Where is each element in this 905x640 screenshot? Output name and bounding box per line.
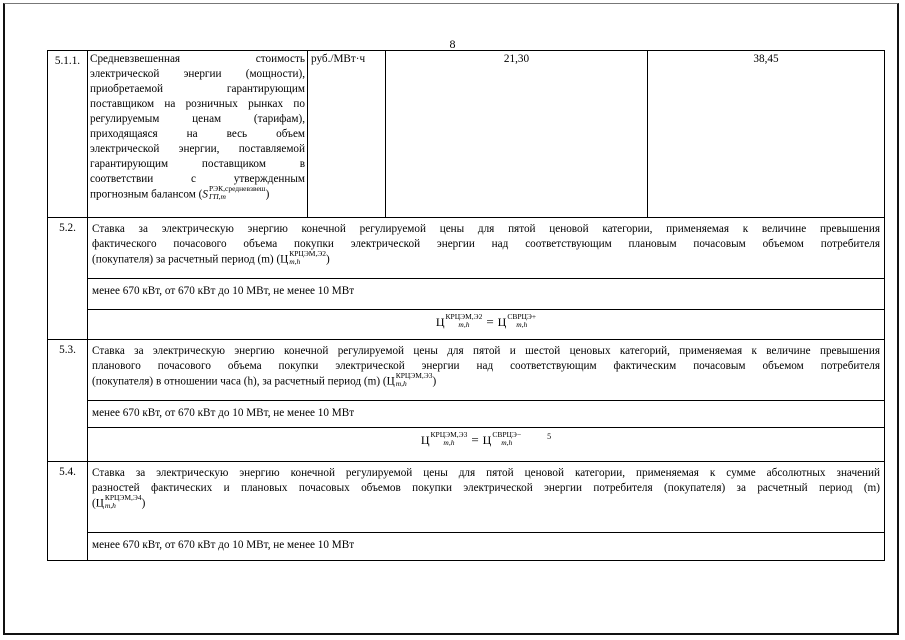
symbol-subscript: m,h bbox=[395, 379, 407, 388]
description-line: Ставка за электрическую энергию конечной регулируемой цены для пятой ценовой категории, применяемая к величине превышения bbox=[92, 223, 880, 235]
symbol-subscript: ГП,m bbox=[208, 192, 226, 201]
symbol-indices bbox=[431, 431, 468, 447]
row-description bbox=[88, 340, 885, 401]
formula-symbol: Ц bbox=[482, 433, 492, 447]
description-line bbox=[92, 249, 880, 268]
row-number: 5.4. bbox=[48, 462, 88, 561]
description-line: поставщиком на розничных рынках по bbox=[90, 98, 305, 110]
symbol-superscript: КРЦЭМ,Э2 bbox=[445, 312, 483, 322]
table-row-5-3 bbox=[48, 340, 885, 401]
row-number: 5.2. bbox=[48, 218, 88, 340]
description-line: соответствии с утвержденным bbox=[90, 173, 305, 185]
description-line: приходящаяся на весь объем bbox=[90, 128, 305, 140]
description-text: ) bbox=[432, 375, 437, 388]
description-line: электрической энергии, поставляемой bbox=[90, 143, 305, 155]
description-text: (покупателя) в отношении часа (h), за расчетный период (m) (Ц bbox=[92, 375, 395, 388]
symbol-indices bbox=[492, 431, 521, 447]
description-line: гарантирующим поставщиком в bbox=[90, 158, 305, 170]
description-line: Средневзвешенная стоимость bbox=[90, 53, 305, 65]
row-description bbox=[88, 51, 308, 218]
symbol-superscript: КРЦЭМ,Э4 bbox=[104, 493, 142, 502]
description-line bbox=[92, 493, 880, 512]
table-row-5-3-formula bbox=[48, 428, 885, 462]
symbol-subscript: m,h bbox=[516, 320, 528, 330]
value-cell-1: 21,30 bbox=[386, 51, 648, 218]
tariff-table bbox=[47, 50, 885, 561]
symbol-superscript: СВРЦЭ+ bbox=[507, 312, 537, 322]
equals-sign: = bbox=[471, 432, 479, 447]
table-row-5-4-category bbox=[48, 533, 885, 561]
description-text: (покупателя) за расчетный период (m) (Ц bbox=[92, 253, 289, 266]
table-row-5-2-formula bbox=[48, 310, 885, 340]
description-line: Ставка за электрическую энергию конечной регулируемой цены для пятой ценовой категории, применяемая к сумме абсолютных значений bbox=[92, 467, 880, 479]
description-line: Ставка за электрическую энергию конечной регулируемой цены для пятой и шестой ценовых категорий, применяемая к величине превышения bbox=[92, 345, 880, 357]
formula bbox=[421, 428, 551, 449]
page-number: 8 bbox=[449, 37, 456, 51]
description-line: приобретаемой гарантирующим bbox=[90, 83, 305, 95]
symbol-indices bbox=[289, 250, 326, 266]
symbol-superscript: КРЦЭМ,Э2 bbox=[289, 249, 327, 258]
description-line: планового почасового объема покупки электрической энергии над соответствующим фактическим почасовым объемом потребителя bbox=[92, 360, 880, 372]
symbol-superscript: СВРЦЭ− bbox=[492, 430, 522, 440]
value-cell-2: 38,45 bbox=[648, 51, 885, 218]
description-line: разностей фактических и плановых почасовых объемов покупки электрической энергии потребителя (покупателя) за расчетный период (m) bbox=[92, 482, 880, 494]
symbol-subscript: m,h bbox=[458, 320, 470, 330]
symbol-superscript: КРЦЭМ,Э3 bbox=[430, 430, 468, 440]
category-cell: менее 670 кВт, от 670 кВт до 10 МВт, не менее 10 МВт bbox=[88, 401, 885, 428]
symbol-superscript: РЭК,средневзвеш bbox=[208, 184, 266, 193]
description-line: электрической энергии (мощности), bbox=[90, 68, 305, 80]
formula-symbol: Ц bbox=[497, 315, 507, 329]
description-line: фактического почасового объема покупки электрической энергии над соответствующим плановым почасовым объемом потребителя bbox=[92, 238, 880, 250]
description-text: (Ц bbox=[92, 497, 104, 510]
description-text: ) bbox=[326, 253, 330, 266]
formula bbox=[436, 310, 536, 331]
formula-symbol: Ц bbox=[420, 433, 430, 447]
description-text: ) bbox=[265, 188, 270, 201]
category-cell: менее 670 кВт, от 670 кВт до 10 МВт, не менее 10 МВт bbox=[88, 533, 885, 561]
formula-cell bbox=[88, 428, 885, 462]
symbol-subscript: m,h bbox=[501, 438, 513, 448]
table-row-5-4 bbox=[48, 462, 885, 533]
row-number: 5.3. bbox=[48, 340, 88, 462]
formula-cell bbox=[88, 310, 885, 340]
description-line bbox=[92, 371, 880, 390]
row-number: 5.1.1. bbox=[48, 51, 88, 218]
row-description bbox=[88, 218, 885, 279]
symbol-indices bbox=[507, 313, 536, 329]
description-last-line bbox=[90, 184, 305, 203]
symbol-superscript: КРЦЭМ,Э3 bbox=[395, 371, 433, 380]
description-text: ) bbox=[141, 497, 146, 510]
formula-symbol: S bbox=[202, 188, 208, 201]
formula-symbol: Ц bbox=[435, 315, 445, 329]
stray-digit: 5 bbox=[547, 432, 552, 441]
symbol-subscript: m,h bbox=[104, 501, 116, 510]
table-row-5-3-category bbox=[48, 401, 885, 428]
symbol-indices bbox=[396, 372, 433, 388]
table-row-5-2 bbox=[48, 218, 885, 279]
description-line: регулируемым ценам (тарифам), bbox=[90, 113, 305, 125]
equals-sign: = bbox=[486, 314, 494, 329]
table-row-5-2-category bbox=[48, 279, 885, 310]
symbol-subscript: m,h bbox=[443, 438, 455, 448]
row-description bbox=[88, 462, 885, 533]
category-cell: менее 670 кВт, от 670 кВт до 10 МВт, не менее 10 МВт bbox=[88, 279, 885, 310]
symbol-subscript: m,h bbox=[289, 257, 301, 266]
symbol-indices bbox=[446, 313, 483, 329]
symbol-indices bbox=[105, 494, 142, 510]
table-row-5-1-1 bbox=[48, 51, 885, 218]
unit-cell: руб./МВт·ч bbox=[308, 51, 386, 218]
description-text: прогнозным балансом ( bbox=[90, 188, 203, 201]
symbol-indices bbox=[209, 185, 266, 201]
